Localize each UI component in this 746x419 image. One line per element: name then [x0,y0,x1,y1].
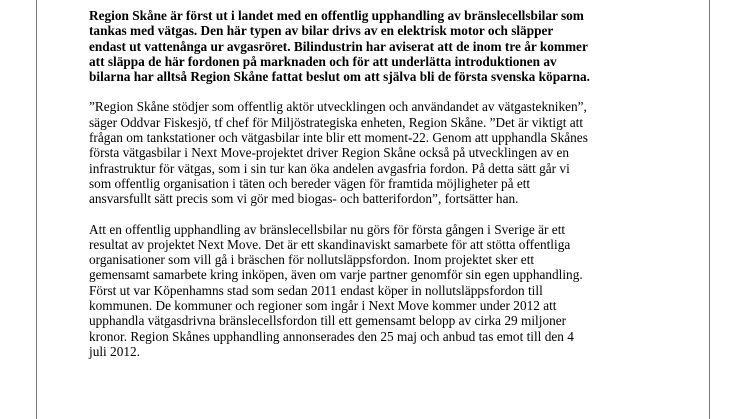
lead-paragraph: Region Skåne är först ut i landet med en offentlig upphandling av bränslecellsbilar som tankas med vätgas. Den här typen av bilar drivs av en elektrisk motor och släpper endast ut vattenånga ur avgasröret. Bilindustrin har aviserat att de inom tre år kommer att släppa de här fordonen på marknaden och för att underlätta introduktionen av bilarna har alltså Region Skåne fattat beslut om att själva bli de första svenska köparna. [89,8,591,85]
page-edge-left [36,0,37,419]
page-edge-right [709,0,710,419]
article-body [89,8,687,359]
quote-paragraph: ”Region Skåne stödjer som offentlig aktör utvecklingen och användandet av vätgastekniken”, säger Oddvar Fiskesjö, tf chef för Miljöstrategiska enheten, Region Skåne. ”Det är viktigt att frågan om tankstationer och vätgasbilar inte blir ett moment-22. Genom att upphandla Skånes första vätgasbilar i Next Move-projektet driver Region Skåne också på utvecklingen av en infrastruktur för vätgas, som i sin tur kan öka andelen avgasfria fordon. På detta sätt går vi som offentlig organisation i täten och bereder vägen för framtida möjligheter på ett ansvarsfullt sätt precis som vi gör med biogas- och batterifordon”, fortsätter han. [89,99,588,207]
next-move-paragraph: Att en offentlig upphandling av bränslecellsbilar nu görs för första gången i Sverige är ett resultat av projektet Next Move. Det är ett skandinaviskt samarbete för att stötta offentliga organisationer som vill gå i bräschen för nollutsläppsfordon. Inom projektet sker ett gemensamt samarbete kring inköpen, även om varje partner genomför sin egen upphandling. Först ut var Köpenhamns stad som sedan 2011 endast köper in nollutsläppsfordon till kommunen. De kommuner och regioner som ingår i Next Move kommer under 2012 att upphandla vätgasdrivna bränslecellsfordon till ett gemensamt belopp av cirka 29 miljoner kronor. Region Skånes upphandling annonserades den 25 maj och anbud tas emot till den 4 juli 2012. [89,221,583,359]
